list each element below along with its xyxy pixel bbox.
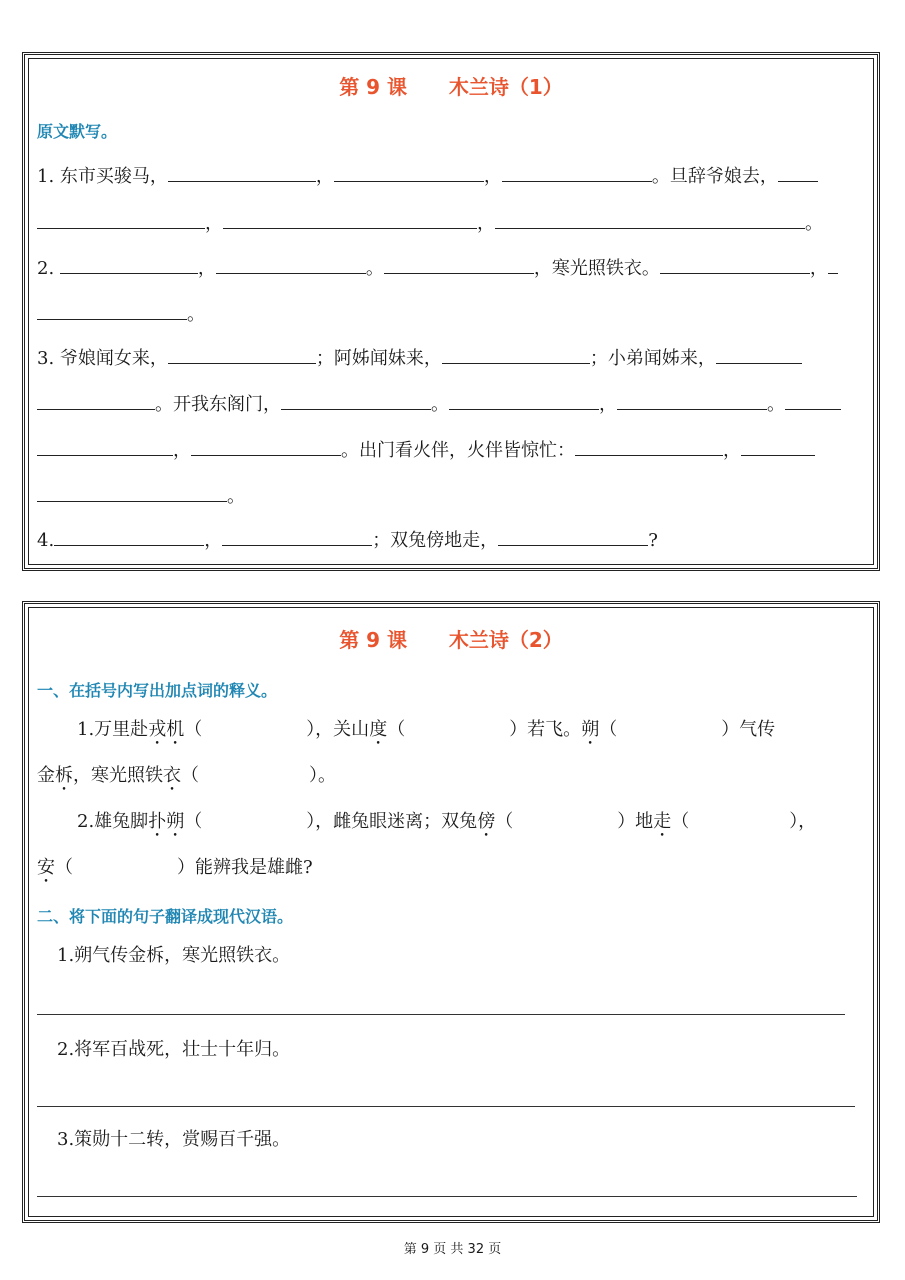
q3-text-3: ；小弟闻姊来， [589, 348, 716, 369]
q3-text-2: ；阿姊闻妹来， [315, 348, 442, 369]
text: （ [495, 811, 514, 832]
dotted-char: 戎 [148, 719, 167, 740]
text: ）。 [309, 765, 336, 786]
q3-text-5: 。出门看火伴，火伴皆惊忙： [341, 440, 575, 461]
dotted-char: 朔 [166, 811, 185, 832]
blank[interactable] [384, 255, 534, 274]
blank[interactable] [575, 437, 723, 456]
q2-text: 2. [37, 258, 55, 279]
blank[interactable] [778, 163, 818, 182]
dotted-char: 傍 [477, 811, 496, 832]
text: （ [55, 857, 73, 878]
question-1-line-2: ， ， 。 [37, 210, 867, 236]
dotted-char: 机 [166, 719, 185, 740]
dotted-char: 衣 [163, 765, 181, 786]
blank[interactable] [449, 391, 599, 410]
question-1-line-1: 1. 东市买骏马， ， ， 。旦辞爷娘去， [37, 163, 867, 189]
question-3-line-2: 。开我东阁门， 。 ， 。 [37, 391, 867, 417]
text: ）地 [617, 811, 654, 832]
dotted-char: 安 [37, 857, 55, 878]
blank[interactable] [828, 255, 838, 274]
dotted-char: 度 [369, 719, 388, 740]
answer-line-2[interactable] [37, 1106, 855, 1107]
question-3-line-1 [37, 345, 867, 371]
text: ）气传 [721, 719, 776, 740]
question-4-line: 4. ， ；双兔傍地走， ? [37, 527, 867, 553]
blank[interactable] [168, 345, 316, 364]
page-footer: 第 9 页 共 32 页 [403, 1242, 502, 1257]
q3-text-4: 。开我东阁门， [155, 394, 281, 415]
translate-item-1: 1.朔气传金柝，寒光照铁衣。 [57, 945, 291, 966]
blank[interactable] [495, 210, 805, 229]
explain-line-4 [37, 856, 867, 880]
answer-line-3[interactable] [37, 1196, 857, 1197]
lesson-title-2: 第 9 课 木兰诗（2） [339, 628, 563, 652]
blank[interactable] [37, 210, 205, 229]
blank[interactable] [442, 345, 590, 364]
q4-text-2: ；双兔傍地走， [372, 530, 499, 551]
text: ）能辨我是雄雌? [177, 857, 313, 878]
question-2-line-1: 2. ， 。 ，寒光照铁衣。 ， [37, 255, 867, 281]
text: （ [181, 765, 199, 786]
blank[interactable] [37, 391, 155, 410]
section-heading-translate: 二、将下面的句子翻译成现代汉语。 [37, 907, 294, 926]
section-heading-explain: 一、在括号内写出加点词的释义。 [37, 681, 278, 700]
blank[interactable] [741, 437, 815, 456]
text: （ [671, 811, 690, 832]
q2-text-2: ，寒光照铁衣。 [533, 258, 660, 279]
blank[interactable] [617, 391, 767, 410]
exercise-box-2 [22, 601, 880, 1223]
blank[interactable] [37, 301, 187, 320]
text: （ [387, 719, 406, 740]
q3-text: 3. 爷娘闻女来， [37, 348, 168, 369]
blank[interactable] [281, 391, 431, 410]
question-3-line-4: 。 [37, 483, 867, 509]
explain-line-2 [37, 764, 867, 788]
section-heading-recite: 原文默写。 [37, 122, 118, 141]
text: ，寒光照铁 [73, 765, 163, 786]
blank[interactable] [498, 527, 648, 546]
blank[interactable] [502, 163, 652, 182]
blank[interactable] [223, 210, 477, 229]
lesson-title-1: 第 9 课 木兰诗（1） [339, 75, 563, 99]
blank[interactable] [37, 437, 173, 456]
dotted-char: 柝 [55, 765, 73, 786]
translate-item-3: 3.策勋十二转，赏赐百千强。 [57, 1129, 291, 1150]
explain-line-1 [77, 718, 867, 742]
dotted-char: 走 [653, 811, 672, 832]
text: （ [184, 811, 203, 832]
question-2-line-2: 。 [37, 301, 867, 327]
blank[interactable] [216, 255, 366, 274]
blank[interactable] [785, 391, 841, 410]
answer-line-1[interactable] [37, 1014, 845, 1015]
dotted-char: 朔 [581, 719, 600, 740]
blank[interactable] [60, 255, 198, 274]
exercise-box-1 [22, 52, 880, 571]
translate-item-2: 2.将军百战死，壮士十年归。 [57, 1039, 291, 1060]
question-3-line-3: ， 。出门看火伴，火伴皆惊忙： ， [37, 437, 867, 463]
blank[interactable] [191, 437, 341, 456]
blank[interactable] [660, 255, 810, 274]
text: 1.万里赴 [77, 719, 149, 740]
blank[interactable] [168, 163, 316, 182]
q1-text-2: 。旦辞爷娘去， [651, 166, 778, 187]
explain-line-3 [77, 810, 867, 834]
blank[interactable] [222, 527, 372, 546]
text: ），关山 [306, 719, 370, 740]
text: 2.雄兔脚 [77, 811, 149, 832]
text: ）， [789, 811, 817, 832]
blank[interactable] [716, 345, 802, 364]
q4-text: 4. [37, 530, 55, 551]
blank[interactable] [334, 163, 484, 182]
blank[interactable] [54, 527, 204, 546]
text: （ [599, 719, 618, 740]
text: ），雌兔眼迷离；双兔 [306, 811, 478, 832]
text: ）若飞。 [509, 719, 582, 740]
q1-text: 1. 东市买骏马， [37, 166, 168, 187]
blank[interactable] [37, 483, 227, 502]
dotted-char: 扑 [148, 811, 167, 832]
text: 金 [37, 765, 55, 786]
text: （ [184, 719, 203, 740]
